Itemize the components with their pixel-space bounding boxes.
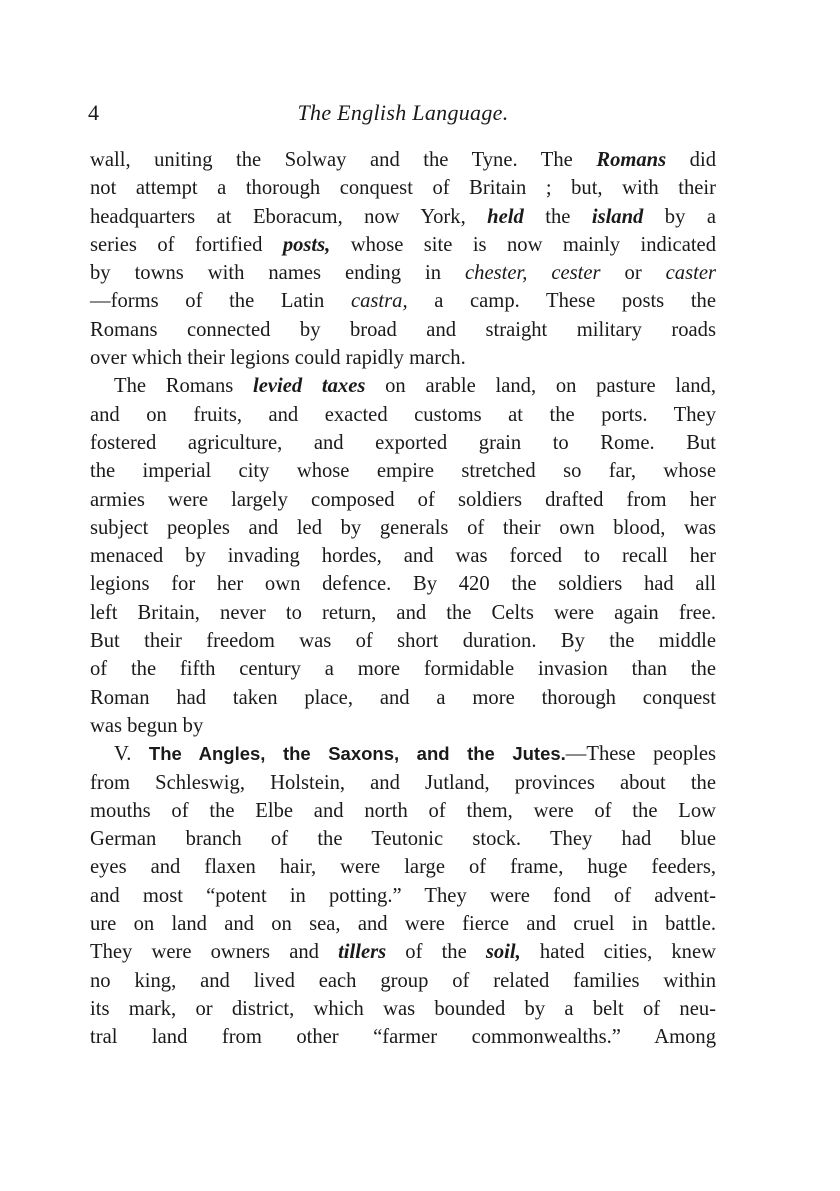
text-line <box>90 938 716 966</box>
text-segment: menaced by invading hordes, and was forced to recall her <box>90 545 716 568</box>
page-header <box>88 100 718 134</box>
text-line <box>90 457 716 485</box>
text-line <box>90 514 716 542</box>
emphasized-text: soil, <box>485 941 521 964</box>
text-segment: ure on land and on sea, and were fierce and cruel in battle. <box>90 913 716 936</box>
text-line <box>90 570 716 598</box>
emphasized-text: chester, cester <box>465 262 601 285</box>
text-line <box>90 882 716 910</box>
text-segment: or <box>600 262 666 285</box>
text-line <box>90 429 716 457</box>
text-segment: did <box>666 149 717 171</box>
text-segment: fostered agriculture, and exported grain to Rome. But <box>90 431 716 454</box>
text-segment: The Romans <box>114 375 254 398</box>
text-segment: —forms of the Latin <box>90 290 351 313</box>
text-line <box>90 740 716 768</box>
text-segment: not attempt a thorough conquest of Britain ; but, with their <box>90 177 716 200</box>
text-segment: by a <box>643 205 716 228</box>
emphasized-text: held <box>487 205 524 228</box>
text-segment: subject peoples and led by generals of their own blood, was <box>90 516 716 539</box>
emphasized-text: tillers <box>338 941 387 964</box>
text-line <box>90 599 716 627</box>
text-line <box>90 769 716 797</box>
text-line <box>90 259 716 287</box>
text-line <box>90 174 716 202</box>
text-segment: V. <box>114 743 149 766</box>
text-segment: hated cities, knew <box>520 941 716 964</box>
text-segment: the <box>523 205 592 228</box>
text-line <box>90 203 716 231</box>
body-text <box>90 146 716 1052</box>
text-line <box>90 853 716 881</box>
text-segment: armies were largely composed of soldiers drafted from her <box>90 488 716 511</box>
section-heading: The Angles, the Saxons, and the Jutes. <box>148 743 566 765</box>
emphasized-text: caster <box>665 262 716 285</box>
text-segment: and most “potent in potting.” They were fond of advent- <box>90 884 716 907</box>
running-title: The English Language. <box>297 100 509 125</box>
text-segment: no king, and lived each group of related families within <box>90 969 716 992</box>
text-line <box>90 486 716 514</box>
text-line <box>90 967 716 995</box>
emphasized-text: castra, <box>350 290 408 313</box>
text-line <box>90 344 716 372</box>
text-segment: of the fifth century a more formidable invasion than the <box>90 658 716 681</box>
text-segment: Roman had taken place, and a more thorough conquest <box>90 686 716 709</box>
text-line <box>90 655 716 683</box>
text-segment: eyes and flaxen hair, were large of frame, huge feeders, <box>90 856 716 879</box>
emphasized-text: island <box>591 205 644 228</box>
text-segment: mouths of the Elbe and north of them, were of the Low <box>90 799 716 822</box>
emphasized-text: Romans <box>596 149 667 171</box>
text-segment: from Schleswig, Holstein, and Jutland, provinces about the <box>90 771 716 794</box>
text-segment: its mark, or district, which was bounded by a belt of neu- <box>90 997 716 1020</box>
text-line <box>90 797 716 825</box>
text-segment: —These peoples <box>565 743 716 766</box>
text-segment: series of fortified <box>90 233 283 256</box>
text-line <box>90 627 716 655</box>
text-segment: and on fruits, and exacted customs at the ports. They <box>90 403 716 426</box>
text-segment: They were owners and <box>90 941 339 964</box>
text-line <box>90 231 716 259</box>
text-line <box>90 316 716 344</box>
text-line <box>90 684 716 712</box>
text-line <box>90 825 716 853</box>
text-line <box>90 712 716 740</box>
text-segment: of the <box>386 941 486 964</box>
text-segment: a camp. These posts the <box>407 290 716 313</box>
text-line <box>90 287 716 315</box>
text-line <box>90 542 716 570</box>
text-segment: by towns with names ending in <box>90 262 466 285</box>
page-number: 4 <box>88 100 99 125</box>
text-line <box>90 995 716 1023</box>
text-segment: on arable land, on pasture land, <box>365 375 716 398</box>
text-segment: Romans connected by broad and straight military roads <box>90 318 716 341</box>
text-line <box>90 1023 716 1051</box>
emphasized-text: levied taxes <box>253 375 366 398</box>
text-segment: headquarters at Eboracum, now York, <box>90 205 488 228</box>
text-line <box>90 372 716 400</box>
text-segment: whose site is now mainly indicated <box>330 233 716 256</box>
text-segment: left Britain, never to return, and the Celts were again free. <box>90 601 716 624</box>
emphasized-text: posts, <box>282 233 331 256</box>
text-line <box>90 910 716 938</box>
text-segment: legions for her own defence. By 420 the soldiers had all <box>90 573 716 596</box>
text-segment: tral land from other “farmer commonwealths.” Among <box>90 1026 716 1049</box>
text-segment: the imperial city whose empire stretched so far, whose <box>90 460 716 483</box>
text-segment: over which their legions could rapidly march. <box>90 347 466 370</box>
text-segment: was begun by <box>90 714 204 737</box>
text-line <box>90 401 716 429</box>
text-segment: But their freedom was of short duration. By the middle <box>90 630 716 653</box>
text-segment: German branch of the Teutonic stock. They had blue <box>90 828 716 851</box>
text-line <box>90 146 716 174</box>
text-segment: wall, uniting the Solway and the Tyne. The <box>90 149 597 171</box>
